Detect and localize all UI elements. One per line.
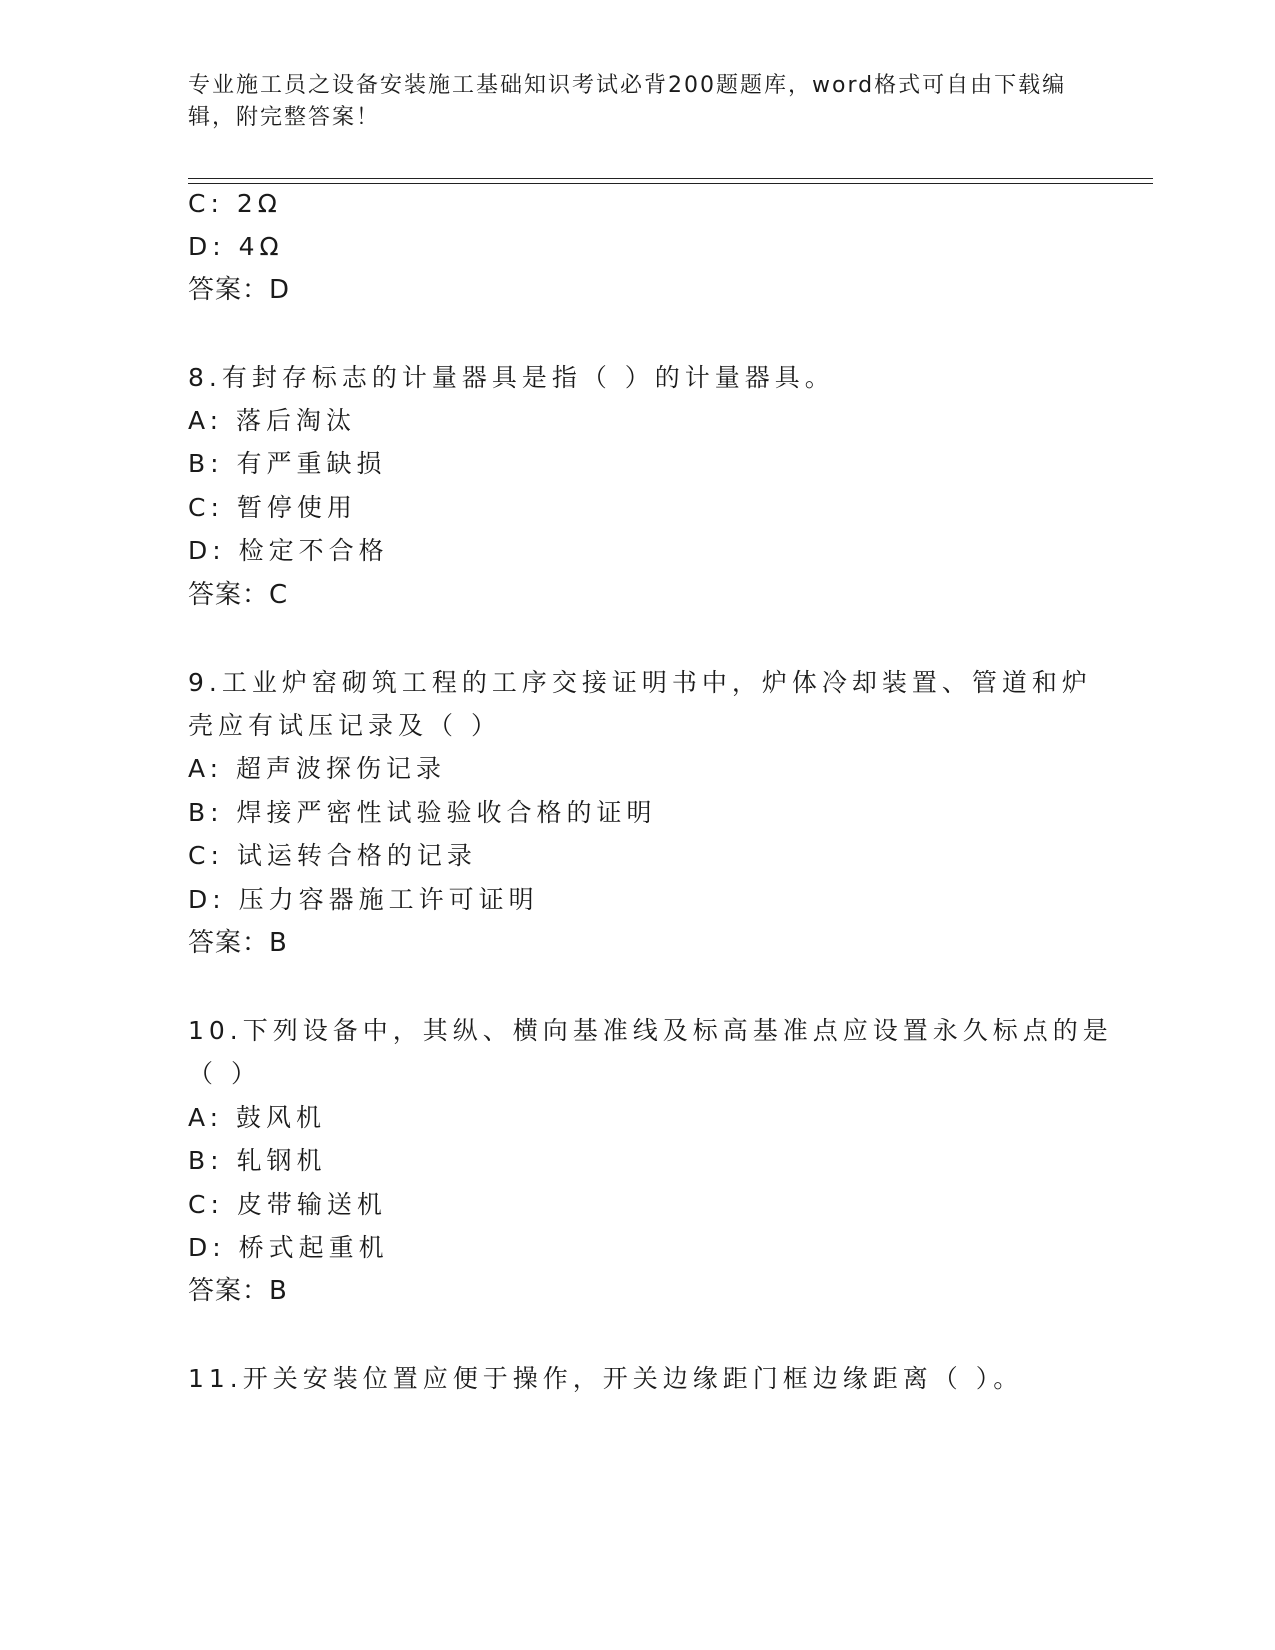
header-divider-top [188,178,1153,179]
q10-stem-line2: （ ） [188,1059,261,1088]
q9-answer: 答案：B [188,928,288,958]
q10-option-c: C: 皮带输送机 [188,1190,387,1219]
q10-stem-line1: 10.下列设备中，其纵、横向基准线及标高基准点应设置永久标点的是 [188,1016,1113,1045]
q9-stem-line2: 壳应有试压记录及（ ） [188,711,501,740]
header-divider-bottom [188,183,1153,184]
q10-answer: 答案：B [188,1276,288,1306]
q9-option-b: B: 焊接严密性试验验收合格的证明 [188,798,657,827]
q8-option-c: C: 暂停使用 [188,493,357,522]
prev-option-c: C: 2Ω [188,189,282,218]
q9-option-a: A: 超声波探伤记录 [188,754,447,783]
q10-option-b: B: 轧钢机 [188,1146,327,1175]
q8-option-a: A: 落后淘汰 [188,406,357,435]
q11-stem: 11.开关安装位置应便于操作，开关边缘距门框边缘距离（ ）。 [188,1364,1024,1393]
q9-option-c: C: 试运转合格的记录 [188,841,477,870]
q10-option-d: D: 桥式起重机 [188,1233,389,1262]
q10-option-a: A: 鼓风机 [188,1103,327,1132]
prev-option-d: D: 4Ω [188,232,284,261]
q9-stem-line1: 9.工业炉窑砌筑工程的工序交接证明书中，炉体冷却装置、管道和炉 [188,668,1092,697]
q8-option-d: D: 检定不合格 [188,536,389,565]
prev-answer: 答案：D [188,275,291,305]
q8-stem: 8.有封存标志的计量器具是指（ ）的计量器具。 [188,363,835,392]
q9-option-d: D: 压力容器施工许可证明 [188,885,539,914]
header-text: 专业施工员之设备安装施工基础知识考试必背200题题库，word格式可自由下载编辑，附完整答案！ [188,73,1067,130]
q8-answer: 答案：C [188,580,289,610]
q8-option-b: B: 有严重缺损 [188,449,387,478]
document-header [188,70,1068,134]
